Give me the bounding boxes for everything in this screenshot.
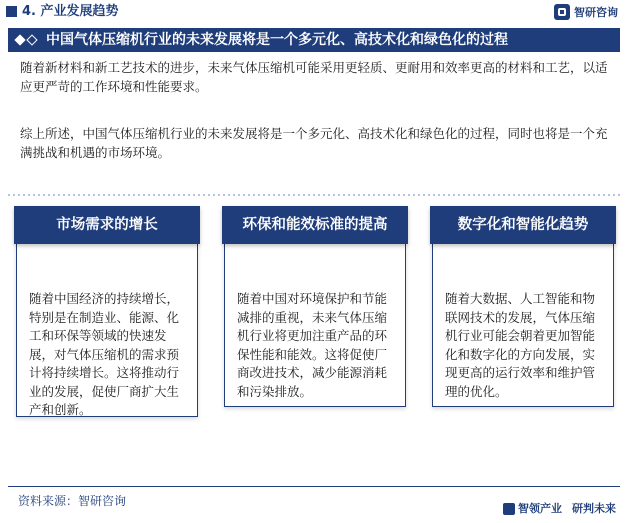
diamond-icon bbox=[14, 34, 25, 45]
top-header bbox=[0, 0, 628, 26]
card-market-demand bbox=[14, 206, 200, 417]
source-note: 资料来源：智研咨询 bbox=[18, 494, 127, 508]
summary-paragraph: 综上所述，中国气体压缩机行业的未来发展将是一个多元化、高技术化和绿色化的过程，同时也将是一个充满挑战和机遇的市场环境。 bbox=[20, 126, 608, 160]
card-text: 随着中国经济的持续增长，特别是在制造业、能源、化工和环保等领域的快速发展，对气体压缩机的需求预计将持续增长。这将推动行业的发展，促使厂商扩大生产和创新。 bbox=[29, 291, 180, 417]
main-banner bbox=[8, 28, 620, 52]
slogan-left: 智领产业 bbox=[503, 500, 562, 516]
brand-logo-text: 智研咨询 bbox=[574, 6, 618, 19]
diamond-outline-icon bbox=[26, 34, 37, 45]
section-marker-icon bbox=[6, 6, 17, 17]
card-text: 随着大数据、人工智能和物联网技术的发展，气体压缩机行业可能会朝着更加智能化和数字化的方向发展，实现更高的运行效率和维护管理的优化。 bbox=[445, 291, 596, 399]
brand-logo bbox=[554, 4, 618, 20]
card-digital-intelligent bbox=[430, 206, 616, 406]
section-title: 4. 产业发展趋势 bbox=[22, 4, 119, 19]
footer-divider bbox=[8, 486, 620, 487]
slogan-right: 研判未来 bbox=[572, 502, 616, 515]
card-environmental-standards bbox=[222, 206, 408, 406]
intro-paragraph: 随着新材料和新工艺技术的进步，未来气体压缩机可能采用更轻质、更耐用和效率更高的材料和工艺，以适应更严苛的工作环境和性能要求。 bbox=[20, 60, 608, 94]
card-body bbox=[16, 244, 198, 417]
brand-mark-icon bbox=[503, 503, 515, 515]
card-body bbox=[432, 244, 614, 407]
card-title: 市场需求的增长 bbox=[14, 206, 200, 244]
banner-title: 中国气体压缩机行业的未来发展将是一个多元化、高技术化和绿色化的过程 bbox=[46, 32, 508, 48]
card-body bbox=[224, 244, 406, 407]
card-title: 数字化和智能化趋势 bbox=[430, 206, 616, 244]
dotted-divider bbox=[8, 193, 620, 197]
card-title: 环保和能效标准的提高 bbox=[222, 206, 408, 244]
brand-logo-icon bbox=[554, 4, 570, 20]
bottom-slogan bbox=[503, 500, 616, 516]
card-text: 随着中国对环境保护和节能减排的重视，未来气体压缩机行业将更加注重产品的环保性能和能效。这将促使厂商改进技术，减少能源消耗和污染排放。 bbox=[237, 291, 388, 399]
